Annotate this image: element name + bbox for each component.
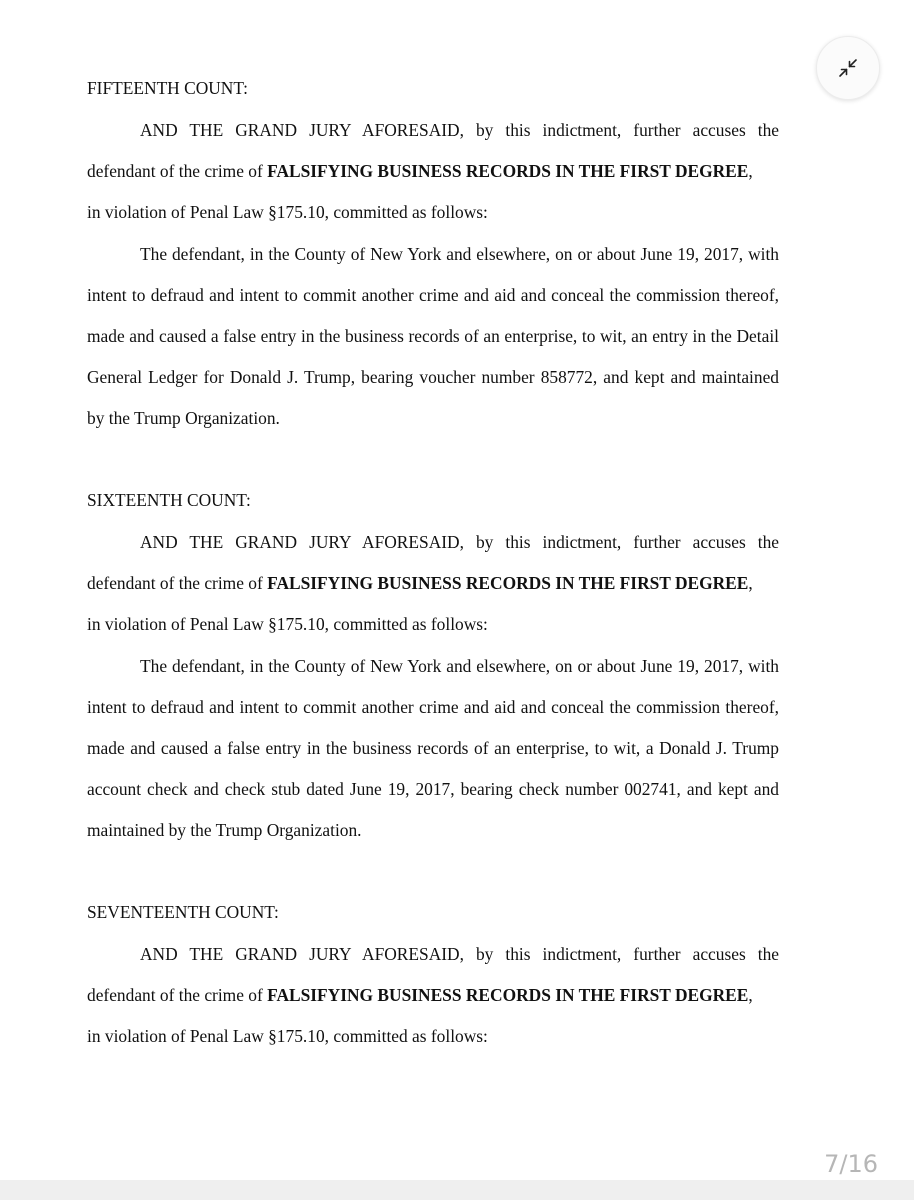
facts-line: General Ledger for Donald J. Trump, bearing voucher number 858772, and kept and maintained	[87, 367, 779, 387]
facts-line: by the Trump Organization.	[87, 408, 280, 428]
crime-prefix: defendant of the crime of	[87, 573, 268, 593]
crime-suffix: ,	[748, 161, 753, 181]
collapse-arrows-icon	[836, 56, 860, 80]
crime-name: FALSIFYING BUSINESS RECORDS IN THE FIRST DEGREE	[267, 573, 749, 593]
count-heading: FIFTEENTH COUNT:	[87, 78, 248, 98]
facts-line: made and caused a false entry in the business records of an enterprise, to wit, an entry in the Detail	[87, 326, 779, 346]
facts-line: account check and check stub dated June 19, 2017, bearing check number 002741, and kept and	[87, 779, 779, 799]
accusation-line	[87, 161, 779, 181]
facts-line: intent to defraud and intent to commit another crime and aid and conceal the commission thereof,	[87, 697, 779, 717]
accusation-line	[87, 573, 779, 593]
crime-prefix: defendant of the crime of	[87, 985, 268, 1005]
facts-line: The defendant, in the County of New York and elsewhere, on or about June 19, 2017, with	[140, 244, 779, 264]
count-heading: SEVENTEENTH COUNT:	[87, 902, 279, 922]
crime-name: FALSIFYING BUSINESS RECORDS IN THE FIRST DEGREE	[267, 985, 749, 1005]
facts-line: intent to defraud and intent to commit another crime and aid and conceal the commission thereof,	[87, 285, 779, 305]
accusation-line: AND THE GRAND JURY AFORESAID, by this indictment, further accuses the	[140, 944, 779, 964]
bottom-bar	[0, 1180, 914, 1200]
statute-line: in violation of Penal Law §175.10, committed as follows:	[87, 614, 488, 634]
statute-line: in violation of Penal Law §175.10, committed as follows:	[87, 202, 488, 222]
crime-name: FALSIFYING BUSINESS RECORDS IN THE FIRST DEGREE	[267, 161, 749, 181]
crime-prefix: defendant of the crime of	[87, 161, 268, 181]
facts-line: maintained by the Trump Organization.	[87, 820, 362, 840]
exit-fullscreen-button[interactable]	[816, 36, 880, 100]
facts-line: made and caused a false entry in the business records of an enterprise, to wit, a Donald J. Trump	[87, 738, 779, 758]
statute-line: in violation of Penal Law §175.10, committed as follows:	[87, 1026, 488, 1046]
crime-suffix: ,	[748, 573, 753, 593]
count-heading: SIXTEENTH COUNT:	[87, 490, 251, 510]
facts-line: The defendant, in the County of New York and elsewhere, on or about June 19, 2017, with	[140, 656, 779, 676]
crime-suffix: ,	[748, 985, 753, 1005]
accusation-line: AND THE GRAND JURY AFORESAID, by this indictment, further accuses the	[140, 120, 779, 140]
accusation-line: AND THE GRAND JURY AFORESAID, by this indictment, further accuses the	[140, 532, 779, 552]
accusation-line	[87, 985, 779, 1005]
page-indicator: 7/16	[824, 1150, 878, 1178]
